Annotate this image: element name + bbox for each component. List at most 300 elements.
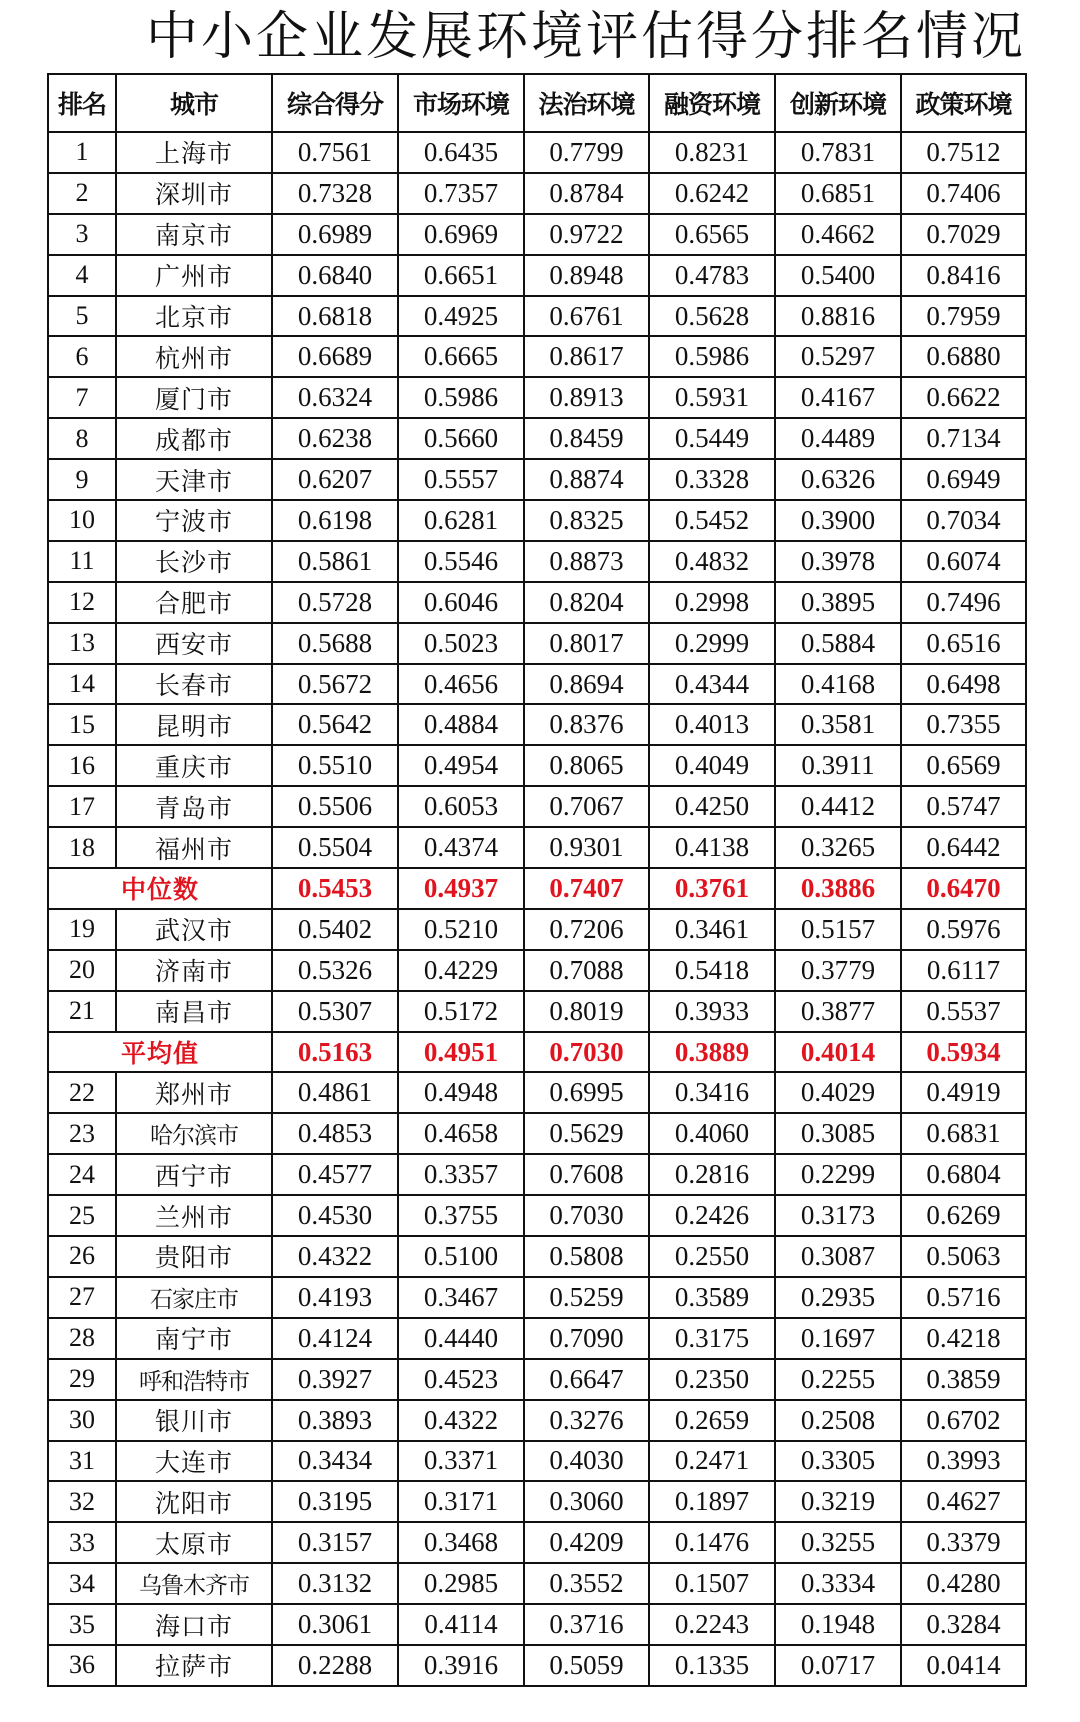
financing-environment-cell: 0.1476 (649, 1522, 775, 1563)
table-row (48, 827, 1026, 868)
city-cell: 拉萨市 (116, 1645, 272, 1686)
overall-score-cell: 0.5453 (272, 868, 398, 909)
financing-environment-cell: 0.4344 (649, 664, 775, 705)
innovation-environment-cell: 0.2255 (775, 1359, 901, 1400)
market-environment-cell: 0.4229 (398, 950, 524, 991)
innovation-environment-cell: 0.3779 (775, 950, 901, 991)
financing-environment-cell: 0.3416 (649, 1072, 775, 1113)
overall-score-cell: 0.5861 (272, 541, 398, 582)
innovation-environment-cell: 0.3978 (775, 541, 901, 582)
rank-cell: 34 (48, 1563, 116, 1604)
table-row (48, 1277, 1026, 1318)
policy-environment-cell: 0.7496 (901, 582, 1026, 623)
innovation-environment-cell: 0.4662 (775, 214, 901, 255)
financing-environment-cell: 0.2998 (649, 582, 775, 623)
city-cell: 福州市 (116, 827, 272, 868)
financing-environment-cell: 0.5931 (649, 377, 775, 418)
innovation-environment-cell: 0.4168 (775, 664, 901, 705)
market-environment-cell: 0.5210 (398, 909, 524, 950)
legal-environment-cell: 0.8017 (524, 623, 649, 664)
innovation-environment-cell: 0.8816 (775, 296, 901, 337)
table-row (48, 1318, 1026, 1359)
city-cell: 西宁市 (116, 1154, 272, 1195)
market-environment-cell: 0.6969 (398, 214, 524, 255)
innovation-environment-cell: 0.3895 (775, 582, 901, 623)
city-cell: 厦门市 (116, 377, 272, 418)
rank-cell: 21 (48, 991, 116, 1032)
legal-environment-cell: 0.7088 (524, 950, 649, 991)
overall-score-cell: 0.4577 (272, 1154, 398, 1195)
market-environment-cell: 0.3357 (398, 1154, 524, 1195)
overall-score-cell: 0.5688 (272, 623, 398, 664)
header-city: 城市 (116, 74, 272, 132)
policy-environment-cell: 0.7512 (901, 132, 1026, 173)
policy-environment-cell: 0.7959 (901, 296, 1026, 337)
policy-environment-cell: 0.6880 (901, 336, 1026, 377)
overall-score-cell: 0.3061 (272, 1604, 398, 1645)
legal-environment-cell: 0.8459 (524, 418, 649, 459)
financing-environment-cell: 0.2659 (649, 1400, 775, 1441)
market-environment-cell: 0.3755 (398, 1195, 524, 1236)
financing-environment-cell: 0.4783 (649, 255, 775, 296)
table-row (48, 1645, 1026, 1686)
legal-environment-cell: 0.4030 (524, 1441, 649, 1482)
market-environment-cell: 0.6435 (398, 132, 524, 173)
innovation-environment-cell: 0.3877 (775, 991, 901, 1032)
market-environment-cell: 0.5023 (398, 623, 524, 664)
financing-environment-cell: 0.4138 (649, 827, 775, 868)
table-row (48, 214, 1026, 255)
rank-cell: 36 (48, 1645, 116, 1686)
legal-environment-cell: 0.8694 (524, 664, 649, 705)
table-row (48, 909, 1026, 950)
table-row (48, 1359, 1026, 1400)
overall-score-cell: 0.5728 (272, 582, 398, 623)
policy-environment-cell: 0.6117 (901, 950, 1026, 991)
rank-cell: 4 (48, 255, 116, 296)
legal-environment-cell: 0.9722 (524, 214, 649, 255)
table-row (48, 786, 1026, 827)
market-environment-cell: 0.5546 (398, 541, 524, 582)
market-environment-cell: 0.4884 (398, 704, 524, 745)
market-environment-cell: 0.3468 (398, 1522, 524, 1563)
legal-environment-cell: 0.3060 (524, 1481, 649, 1522)
table-row (48, 1236, 1026, 1277)
innovation-environment-cell: 0.3087 (775, 1236, 901, 1277)
overall-score-cell: 0.5672 (272, 664, 398, 705)
financing-environment-cell: 0.5452 (649, 500, 775, 541)
financing-environment-cell: 0.5628 (649, 296, 775, 337)
rank-cell: 10 (48, 500, 116, 541)
policy-environment-cell: 0.6569 (901, 745, 1026, 786)
financing-environment-cell: 0.3175 (649, 1318, 775, 1359)
innovation-environment-cell: 0.5400 (775, 255, 901, 296)
rank-cell: 16 (48, 745, 116, 786)
city-cell: 大连市 (116, 1441, 272, 1482)
table-row (48, 1400, 1026, 1441)
policy-environment-cell: 0.7029 (901, 214, 1026, 255)
policy-environment-cell: 0.6498 (901, 664, 1026, 705)
policy-environment-cell: 0.6074 (901, 541, 1026, 582)
policy-environment-cell: 0.6442 (901, 827, 1026, 868)
legal-environment-cell: 0.3552 (524, 1563, 649, 1604)
policy-environment-cell: 0.5537 (901, 991, 1026, 1032)
legal-environment-cell: 0.3716 (524, 1604, 649, 1645)
market-environment-cell: 0.5557 (398, 459, 524, 500)
city-cell: 兰州市 (116, 1195, 272, 1236)
rank-cell: 18 (48, 827, 116, 868)
table-row (48, 1604, 1026, 1645)
market-environment-cell: 0.4658 (398, 1113, 524, 1154)
overall-score-cell: 0.5326 (272, 950, 398, 991)
financing-environment-cell: 0.1507 (649, 1563, 775, 1604)
financing-environment-cell: 0.2999 (649, 623, 775, 664)
city-cell: 宁波市 (116, 500, 272, 541)
legal-environment-cell: 0.8325 (524, 500, 649, 541)
legal-environment-cell: 0.8913 (524, 377, 649, 418)
financing-environment-cell: 0.5418 (649, 950, 775, 991)
innovation-environment-cell: 0.0717 (775, 1645, 901, 1686)
overall-score-cell: 0.3195 (272, 1481, 398, 1522)
innovation-environment-cell: 0.6326 (775, 459, 901, 500)
city-cell: 成都市 (116, 418, 272, 459)
rank-cell: 13 (48, 623, 116, 664)
table-row (48, 541, 1026, 582)
overall-score-cell: 0.3434 (272, 1441, 398, 1482)
policy-environment-cell: 0.7034 (901, 500, 1026, 541)
innovation-environment-cell: 0.4167 (775, 377, 901, 418)
summary-row (48, 868, 1026, 909)
table-row (48, 1481, 1026, 1522)
market-environment-cell: 0.4925 (398, 296, 524, 337)
overall-score-cell: 0.4530 (272, 1195, 398, 1236)
financing-environment-cell: 0.3461 (649, 909, 775, 950)
financing-environment-cell: 0.2426 (649, 1195, 775, 1236)
market-environment-cell: 0.4948 (398, 1072, 524, 1113)
policy-environment-cell: 0.4218 (901, 1318, 1026, 1359)
innovation-environment-cell: 0.3911 (775, 745, 901, 786)
overall-score-cell: 0.6198 (272, 500, 398, 541)
innovation-environment-cell: 0.3255 (775, 1522, 901, 1563)
city-cell: 深圳市 (116, 173, 272, 214)
financing-environment-cell: 0.3589 (649, 1277, 775, 1318)
overall-score-cell: 0.3927 (272, 1359, 398, 1400)
financing-environment-cell: 0.6242 (649, 173, 775, 214)
market-environment-cell: 0.4114 (398, 1604, 524, 1645)
innovation-environment-cell: 0.3219 (775, 1481, 901, 1522)
legal-environment-cell: 0.7067 (524, 786, 649, 827)
policy-environment-cell: 0.6470 (901, 868, 1026, 909)
table-row (48, 1195, 1026, 1236)
page-title: 中小企业发展环境评估得分排名情况 (146, 7, 1027, 67)
policy-environment-cell: 0.0414 (901, 1645, 1026, 1686)
rank-cell: 1 (48, 132, 116, 173)
innovation-environment-cell: 0.5157 (775, 909, 901, 950)
financing-environment-cell: 0.4832 (649, 541, 775, 582)
rank-cell: 31 (48, 1441, 116, 1482)
legal-environment-cell: 0.4209 (524, 1522, 649, 1563)
innovation-environment-cell: 0.6851 (775, 173, 901, 214)
innovation-environment-cell: 0.3581 (775, 704, 901, 745)
rank-cell: 23 (48, 1113, 116, 1154)
legal-environment-cell: 0.8376 (524, 704, 649, 745)
header-overall-score: 综合得分 (272, 74, 398, 132)
table-row (48, 296, 1026, 337)
innovation-environment-cell: 0.5297 (775, 336, 901, 377)
policy-environment-cell: 0.7406 (901, 173, 1026, 214)
header-row (48, 74, 1026, 132)
innovation-environment-cell: 0.3265 (775, 827, 901, 868)
market-environment-cell: 0.5100 (398, 1236, 524, 1277)
rank-cell: 29 (48, 1359, 116, 1400)
city-cell: 北京市 (116, 296, 272, 337)
rank-cell: 33 (48, 1522, 116, 1563)
city-cell: 哈尔滨市 (116, 1113, 272, 1154)
city-cell: 长沙市 (116, 541, 272, 582)
header-legal-environment: 法治环境 (524, 74, 649, 132)
table-row (48, 664, 1026, 705)
rank-cell: 2 (48, 173, 116, 214)
financing-environment-cell: 0.2471 (649, 1441, 775, 1482)
innovation-environment-cell: 0.4412 (775, 786, 901, 827)
market-environment-cell: 0.5172 (398, 991, 524, 1032)
market-environment-cell: 0.4440 (398, 1318, 524, 1359)
market-environment-cell: 0.4937 (398, 868, 524, 909)
financing-environment-cell: 0.5449 (649, 418, 775, 459)
policy-environment-cell: 0.6269 (901, 1195, 1026, 1236)
rank-cell: 22 (48, 1072, 116, 1113)
rank-cell: 20 (48, 950, 116, 991)
city-cell: 郑州市 (116, 1072, 272, 1113)
innovation-environment-cell: 0.3900 (775, 500, 901, 541)
city-cell: 南京市 (116, 214, 272, 255)
overall-score-cell: 0.2288 (272, 1645, 398, 1686)
policy-environment-cell: 0.5934 (901, 1032, 1026, 1073)
legal-environment-cell: 0.7608 (524, 1154, 649, 1195)
financing-environment-cell: 0.1335 (649, 1645, 775, 1686)
city-cell: 武汉市 (116, 909, 272, 950)
financing-environment-cell: 0.6565 (649, 214, 775, 255)
rank-cell: 28 (48, 1318, 116, 1359)
overall-score-cell: 0.4124 (272, 1318, 398, 1359)
innovation-environment-cell: 0.3305 (775, 1441, 901, 1482)
city-cell: 海口市 (116, 1604, 272, 1645)
financing-environment-cell: 0.1897 (649, 1481, 775, 1522)
innovation-environment-cell: 0.4029 (775, 1072, 901, 1113)
policy-environment-cell: 0.3284 (901, 1604, 1026, 1645)
rank-cell: 11 (48, 541, 116, 582)
policy-environment-cell: 0.6949 (901, 459, 1026, 500)
table-row (48, 1113, 1026, 1154)
market-environment-cell: 0.5660 (398, 418, 524, 459)
policy-environment-cell: 0.4627 (901, 1481, 1026, 1522)
rank-cell: 9 (48, 459, 116, 500)
rank-cell: 17 (48, 786, 116, 827)
rank-cell: 12 (48, 582, 116, 623)
overall-score-cell: 0.4193 (272, 1277, 398, 1318)
header-innovation-environment: 创新环境 (775, 74, 901, 132)
overall-score-cell: 0.5163 (272, 1032, 398, 1073)
rank-cell: 26 (48, 1236, 116, 1277)
legal-environment-cell: 0.7407 (524, 868, 649, 909)
policy-environment-cell: 0.6516 (901, 623, 1026, 664)
policy-environment-cell: 0.5976 (901, 909, 1026, 950)
table-row (48, 1154, 1026, 1195)
rank-cell: 27 (48, 1277, 116, 1318)
financing-environment-cell: 0.4250 (649, 786, 775, 827)
table-body (48, 132, 1026, 1686)
policy-environment-cell: 0.7355 (901, 704, 1026, 745)
innovation-environment-cell: 0.7831 (775, 132, 901, 173)
market-environment-cell: 0.4951 (398, 1032, 524, 1073)
city-cell: 沈阳市 (116, 1481, 272, 1522)
legal-environment-cell: 0.5808 (524, 1236, 649, 1277)
market-environment-cell: 0.4374 (398, 827, 524, 868)
city-cell: 贵阳市 (116, 1236, 272, 1277)
financing-environment-cell: 0.3328 (649, 459, 775, 500)
rank-cell: 30 (48, 1400, 116, 1441)
financing-environment-cell: 0.4060 (649, 1113, 775, 1154)
table-row (48, 336, 1026, 377)
overall-score-cell: 0.6689 (272, 336, 398, 377)
financing-environment-cell: 0.3761 (649, 868, 775, 909)
market-environment-cell: 0.4954 (398, 745, 524, 786)
market-environment-cell: 0.6651 (398, 255, 524, 296)
overall-score-cell: 0.5307 (272, 991, 398, 1032)
overall-score-cell: 0.7328 (272, 173, 398, 214)
overall-score-cell: 0.4853 (272, 1113, 398, 1154)
legal-environment-cell: 0.8784 (524, 173, 649, 214)
market-environment-cell: 0.6281 (398, 500, 524, 541)
innovation-environment-cell: 0.3085 (775, 1113, 901, 1154)
city-cell: 重庆市 (116, 745, 272, 786)
market-environment-cell: 0.4322 (398, 1400, 524, 1441)
innovation-environment-cell: 0.3173 (775, 1195, 901, 1236)
city-cell: 呼和浩特市 (116, 1359, 272, 1400)
legal-environment-cell: 0.5259 (524, 1277, 649, 1318)
policy-environment-cell: 0.5747 (901, 786, 1026, 827)
table-row (48, 1563, 1026, 1604)
city-cell: 西安市 (116, 623, 272, 664)
financing-environment-cell: 0.2550 (649, 1236, 775, 1277)
policy-environment-cell: 0.4919 (901, 1072, 1026, 1113)
rank-cell: 14 (48, 664, 116, 705)
overall-score-cell: 0.4861 (272, 1072, 398, 1113)
rank-cell: 5 (48, 296, 116, 337)
innovation-environment-cell: 0.5884 (775, 623, 901, 664)
innovation-environment-cell: 0.3886 (775, 868, 901, 909)
policy-environment-cell: 0.4280 (901, 1563, 1026, 1604)
rank-cell: 25 (48, 1195, 116, 1236)
legal-environment-cell: 0.7799 (524, 132, 649, 173)
policy-environment-cell: 0.6804 (901, 1154, 1026, 1195)
overall-score-cell: 0.6818 (272, 296, 398, 337)
legal-environment-cell: 0.9301 (524, 827, 649, 868)
overall-score-cell: 0.6989 (272, 214, 398, 255)
legal-environment-cell: 0.5629 (524, 1113, 649, 1154)
summary-label: 平均值 (48, 1032, 272, 1073)
market-environment-cell: 0.3467 (398, 1277, 524, 1318)
table-row (48, 1072, 1026, 1113)
legal-environment-cell: 0.6995 (524, 1072, 649, 1113)
legal-environment-cell: 0.8874 (524, 459, 649, 500)
table-row (48, 418, 1026, 459)
table-row (48, 255, 1026, 296)
financing-environment-cell: 0.4049 (649, 745, 775, 786)
overall-score-cell: 0.5510 (272, 745, 398, 786)
legal-environment-cell: 0.8019 (524, 991, 649, 1032)
market-environment-cell: 0.6046 (398, 582, 524, 623)
overall-score-cell: 0.6324 (272, 377, 398, 418)
legal-environment-cell: 0.8617 (524, 336, 649, 377)
policy-environment-cell: 0.5063 (901, 1236, 1026, 1277)
legal-environment-cell: 0.7030 (524, 1195, 649, 1236)
city-cell: 杭州市 (116, 336, 272, 377)
city-cell: 乌鲁木齐市 (116, 1563, 272, 1604)
city-cell: 上海市 (116, 132, 272, 173)
overall-score-cell: 0.4322 (272, 1236, 398, 1277)
market-environment-cell: 0.3171 (398, 1481, 524, 1522)
market-environment-cell: 0.3916 (398, 1645, 524, 1686)
table-row (48, 623, 1026, 664)
financing-environment-cell: 0.8231 (649, 132, 775, 173)
financing-environment-cell: 0.2350 (649, 1359, 775, 1400)
market-environment-cell: 0.4656 (398, 664, 524, 705)
city-cell: 昆明市 (116, 704, 272, 745)
city-cell: 广州市 (116, 255, 272, 296)
summary-row (48, 1032, 1026, 1073)
policy-environment-cell: 0.3993 (901, 1441, 1026, 1482)
policy-environment-cell: 0.6622 (901, 377, 1026, 418)
legal-environment-cell: 0.8948 (524, 255, 649, 296)
city-cell: 石家庄市 (116, 1277, 272, 1318)
overall-score-cell: 0.5642 (272, 704, 398, 745)
financing-environment-cell: 0.3889 (649, 1032, 775, 1073)
legal-environment-cell: 0.8065 (524, 745, 649, 786)
rank-cell: 3 (48, 214, 116, 255)
overall-score-cell: 0.5402 (272, 909, 398, 950)
innovation-environment-cell: 0.3334 (775, 1563, 901, 1604)
legal-environment-cell: 0.8873 (524, 541, 649, 582)
table-row (48, 582, 1026, 623)
market-environment-cell: 0.6665 (398, 336, 524, 377)
table-row (48, 377, 1026, 418)
table-row (48, 950, 1026, 991)
financing-environment-cell: 0.4013 (649, 704, 775, 745)
innovation-environment-cell: 0.1697 (775, 1318, 901, 1359)
innovation-environment-cell: 0.2508 (775, 1400, 901, 1441)
rank-cell: 15 (48, 704, 116, 745)
financing-environment-cell: 0.2816 (649, 1154, 775, 1195)
table-row (48, 745, 1026, 786)
market-environment-cell: 0.3371 (398, 1441, 524, 1482)
policy-environment-cell: 0.8416 (901, 255, 1026, 296)
overall-score-cell: 0.3157 (272, 1522, 398, 1563)
city-cell: 南宁市 (116, 1318, 272, 1359)
ranking-table (47, 73, 1027, 1687)
overall-score-cell: 0.3893 (272, 1400, 398, 1441)
innovation-environment-cell: 0.1948 (775, 1604, 901, 1645)
market-environment-cell: 0.5986 (398, 377, 524, 418)
policy-environment-cell: 0.6831 (901, 1113, 1026, 1154)
market-environment-cell: 0.7357 (398, 173, 524, 214)
financing-environment-cell: 0.5986 (649, 336, 775, 377)
rank-cell: 8 (48, 418, 116, 459)
legal-environment-cell: 0.7090 (524, 1318, 649, 1359)
market-environment-cell: 0.2985 (398, 1563, 524, 1604)
header-financing-environment: 融资环境 (649, 74, 775, 132)
table-row (48, 173, 1026, 214)
